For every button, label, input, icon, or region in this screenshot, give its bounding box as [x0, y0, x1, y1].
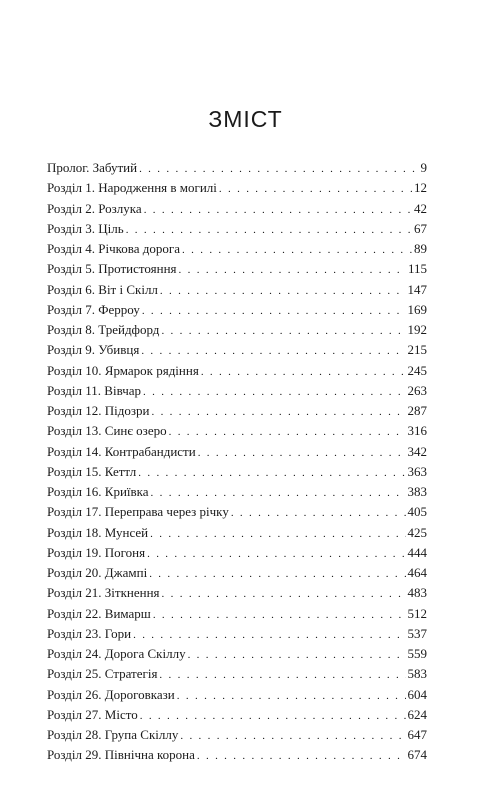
toc-entry-label: Розділ 19. Погоня: [47, 544, 146, 560]
toc-leader-dots: [151, 402, 405, 421]
toc-leader-dots: [182, 240, 412, 259]
toc-entry-label: Розділ 13. Синє озеро: [47, 423, 167, 439]
toc-entry-page: 263: [407, 382, 427, 398]
toc-entry: [47, 624, 427, 644]
toc-entry: [47, 604, 427, 624]
toc-entry-page: 383: [407, 484, 427, 499]
toc-entry-page: 512: [407, 605, 427, 621]
toc-leader-dots: [153, 605, 406, 624]
toc-entry: [47, 361, 427, 381]
toc-entry-page: 147: [407, 281, 427, 297]
toc-entry: [47, 502, 427, 522]
toc-entry-page: 115: [407, 261, 427, 277]
toc-entry-page: 425: [407, 524, 427, 540]
page-title: ЗМІСТ: [208, 106, 283, 132]
toc-leader-dots: [198, 443, 406, 462]
toc-entry-label: Розділ 21. Зіткнення: [47, 585, 160, 601]
toc-entry-label: Розділ 15. Кеттл: [47, 463, 137, 479]
toc-leader-dots: [138, 463, 405, 482]
toc-leader-dots: [231, 503, 406, 522]
toc-entry-page: 363: [407, 463, 427, 479]
toc-entry-page: 405: [407, 504, 427, 520]
toc-leader-dots: [162, 584, 406, 603]
toc-entry: [47, 219, 427, 239]
toc-leader-dots: [150, 524, 405, 543]
toc-entry-label: Розділ 4. Річкова дорога: [47, 241, 181, 256]
toc-leader-dots: [133, 625, 405, 644]
toc-entry-page: 169: [407, 301, 427, 317]
toc-leader-dots: [201, 362, 406, 381]
toc-leader-dots: [139, 159, 418, 178]
toc-entry-page: 624: [407, 706, 427, 722]
toc-entry-label: Розділ 16. Криївка: [47, 484, 149, 499]
toc-entry-label: Розділ 18. Мунсей: [47, 524, 149, 540]
toc-entry-label: Розділ 8. Трейдфорд: [47, 322, 160, 337]
toc-entry-label: Розділ 17. Переправа через річку: [47, 504, 229, 520]
toc-entry-page: 42: [414, 200, 427, 216]
toc-leader-dots: [179, 260, 406, 279]
toc-entry: [47, 705, 427, 725]
toc-entry: [47, 543, 427, 563]
toc-entry: [47, 583, 427, 603]
toc-entry-label: Пролог. Забутий: [47, 160, 138, 175]
toc-entry-label: Розділ 22. Вимарш: [47, 605, 151, 621]
toc-entry: [47, 401, 427, 421]
toc-entry-label: Розділ 24. Дорога Скіллу: [47, 646, 186, 661]
toc-entry-page: 583: [407, 666, 427, 682]
toc-entry: [47, 664, 427, 684]
toc-leader-dots: [140, 706, 406, 725]
toc-entry-page: 674: [407, 747, 427, 763]
toc-entry: [47, 745, 427, 765]
toc-entry-page: 483: [407, 585, 427, 601]
toc-entry-label: Розділ 26. Дороговкази: [47, 686, 175, 702]
toc-entry: [47, 381, 427, 401]
toc-entry-page: 192: [407, 322, 427, 337]
toc-entry: [47, 158, 427, 178]
toc-leader-dots: [142, 301, 406, 320]
toc-entry-label: Розділ 27. Місто: [47, 706, 138, 722]
toc-entry-page: 444: [407, 544, 427, 560]
toc-leader-dots: [159, 665, 405, 684]
toc-entry-label: Розділ 28. Група Скіллу: [47, 727, 179, 742]
toc-leader-dots: [188, 645, 406, 664]
toc-leader-dots: [151, 483, 406, 502]
toc-entry-page: 9: [420, 160, 427, 175]
toc-entry-page: 287: [407, 403, 427, 418]
toc-entry-label: Розділ 25. Стратегія: [47, 666, 158, 682]
toc-entry-label: Розділ 14. Контрабандисти: [47, 443, 196, 459]
toc-entry: [47, 482, 427, 502]
toc-entry: [47, 259, 427, 279]
toc-entry: [47, 442, 427, 462]
toc-entry-page: 464: [407, 565, 427, 580]
toc-entry-page: 245: [407, 362, 427, 378]
toc-entry: [47, 340, 427, 360]
toc-entry-label: Розділ 12. Підозри: [47, 403, 150, 418]
toc-entry: [47, 178, 427, 198]
toc-entry: [47, 199, 427, 219]
toc-entry-page: 316: [407, 423, 427, 439]
toc-entry-label: Розділ 5. Протистояння: [47, 261, 177, 277]
toc-entry: [47, 563, 427, 583]
toc-entry-label: Розділ 1. Народження в могилі: [47, 180, 217, 196]
toc-entry-page: 215: [407, 342, 427, 358]
table-of-contents: [47, 158, 427, 766]
toc-leader-dots: [219, 179, 412, 198]
toc-entry: [47, 644, 427, 664]
toc-entry-page: 604: [407, 686, 427, 702]
toc-leader-dots: [147, 544, 405, 563]
toc-leader-dots: [160, 281, 406, 300]
toc-leader-dots: [141, 341, 405, 360]
toc-entry: [47, 462, 427, 482]
toc-entry-page: 559: [407, 646, 427, 661]
toc-entry: [47, 300, 427, 320]
toc-entry-label: Розділ 7. Ферроу: [47, 301, 140, 317]
toc-entry-label: Розділ 6. Віт і Скілл: [47, 281, 158, 297]
toc-entry: [47, 239, 427, 259]
toc-entry: [47, 421, 427, 441]
toc-entry-label: Розділ 2. Розлука: [47, 200, 142, 216]
toc-entry: [47, 280, 427, 300]
toc-leader-dots: [161, 321, 405, 340]
toc-leader-dots: [144, 200, 412, 219]
toc-entry: [47, 320, 427, 340]
toc-entry-page: 647: [407, 727, 427, 742]
toc-entry-page: 537: [407, 625, 427, 641]
toc-leader-dots: [177, 686, 406, 705]
toc-entry-label: Розділ 20. Джампі: [47, 565, 148, 580]
toc-leader-dots: [180, 726, 405, 745]
toc-entry: [47, 523, 427, 543]
toc-entry-label: Розділ 3. Ціль: [47, 220, 124, 236]
toc-leader-dots: [149, 564, 405, 583]
toc-entry-label: Розділ 29. Північна корона: [47, 747, 195, 763]
toc-entry-page: 67: [414, 220, 427, 236]
toc-leader-dots: [169, 422, 406, 441]
toc-entry: [47, 725, 427, 745]
toc-entry-page: 342: [407, 443, 427, 459]
toc-leader-dots: [126, 220, 412, 239]
toc-leader-dots: [143, 382, 405, 401]
toc-entry-label: Розділ 11. Вівчар: [47, 382, 142, 398]
toc-entry-label: Розділ 10. Ярмарок рядіння: [47, 362, 199, 378]
toc-entry: [47, 685, 427, 705]
toc-entry-label: Розділ 9. Убивця: [47, 342, 140, 358]
toc-entry-page: 89: [414, 241, 427, 256]
toc-leader-dots: [197, 746, 406, 765]
toc-entry-label: Розділ 23. Гори: [47, 625, 132, 641]
toc-entry-page: 12: [414, 180, 427, 196]
